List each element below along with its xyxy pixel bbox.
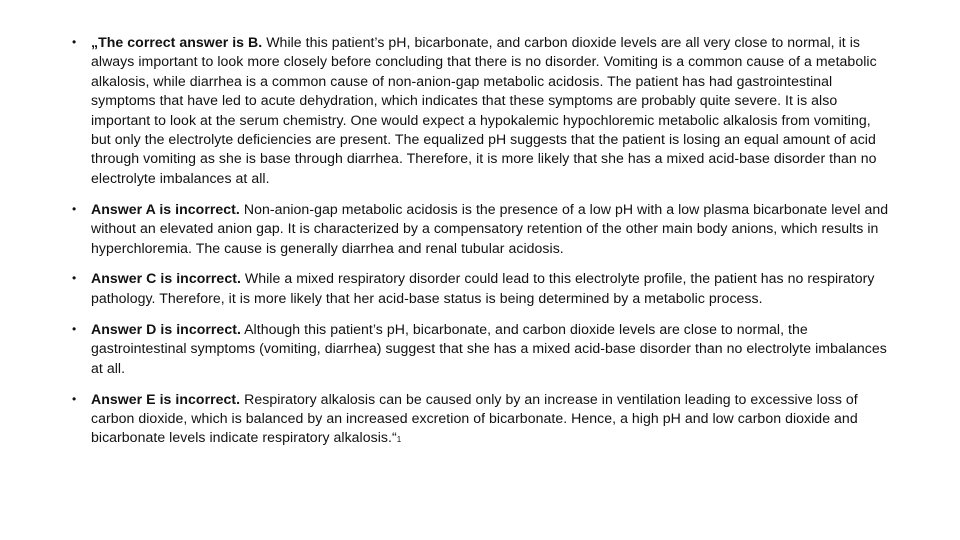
bullet-body: While a mixed respiratory disorder could lead to this electrolyte profile, the patient has no respiratory pathology. Therefore, it is more likely that her acid-base status is being determined by a metabolic process.: [91, 270, 875, 306]
bullet-body: Respiratory alkalosis can be caused only by an increase in ventilation leading to excessive loss of carbon dioxide, which is balanced by an increased excretion of bicarbonate. Hence, a high pH and low carbon dioxide and bicarbonate levels indicate respiratory alkalosis.“: [91, 390, 858, 446]
bullet-item-answer-b: [72, 33, 892, 188]
bullet-dot: •: [72, 391, 77, 406]
bullet-item-answer-d: [72, 320, 892, 378]
bullet-dot: •: [72, 201, 77, 216]
bullet-body: While this patient’s pH, bicarbonate, and carbon dioxide levels are all very close to normal, it is always important to look more closely before concluding that there is no disorder. Vomiting is a common cause of a metabolic alkalosis, while diarrhea is a common cause of non-anion-gap metabolic acidosis. The patient has had gastrointestinal symptoms that have led to acute dehydration, which indicates that these symptoms are probably quite severe. It is also important to look at the serum chemistry. One would expect a hypokalemic hypochloremic metabolic alkalosis from vomiting, but only the electrolyte deficiencies are present. The equalized pH suggests that the patient is losing an equal amount of acid through vomiting as she is base through diarrhea. Therefore, it is more likely that she has a mixed acid-base disorder than no electrolyte imbalances at all.: [91, 34, 877, 186]
bullet-item-answer-e: [72, 390, 892, 450]
bullet-lead: Answer E is incorrect.: [91, 390, 241, 407]
bullet-dot: •: [72, 271, 77, 286]
bullet-lead: „The correct answer is B.: [91, 34, 263, 50]
bullet-lead: Answer C is incorrect.: [91, 270, 241, 287]
bullet-dot: •: [72, 321, 77, 336]
bullet-list: [72, 33, 892, 461]
bullet-item-answer-c: [72, 269, 892, 308]
bullet-item-answer-a: [72, 200, 892, 258]
bullet-lead: Answer A is incorrect.: [91, 200, 240, 217]
bullet-body: Although this patient’s pH, bicarbonate, and carbon dioxide levels are close to normal, the gastrointestinal symptoms (vomiting, diarrhea) suggest that she has a mixed acid-base disorder than no electrolyte imbalances at all.: [91, 320, 887, 376]
bullet-dot: •: [72, 35, 77, 49]
footnote-marker: 1: [396, 435, 402, 445]
bullet-lead: Answer D is incorrect.: [91, 320, 241, 337]
bullet-body: Non-anion-gap metabolic acidosis is the presence of a low pH with a low plasma bicarbonate level and without an elevated anion gap. It is characterized by a compensatory retention of the other main body anions, which results in hyperchloremia. The cause is generally diarrhea and renal tubular acidosis.: [91, 200, 889, 256]
